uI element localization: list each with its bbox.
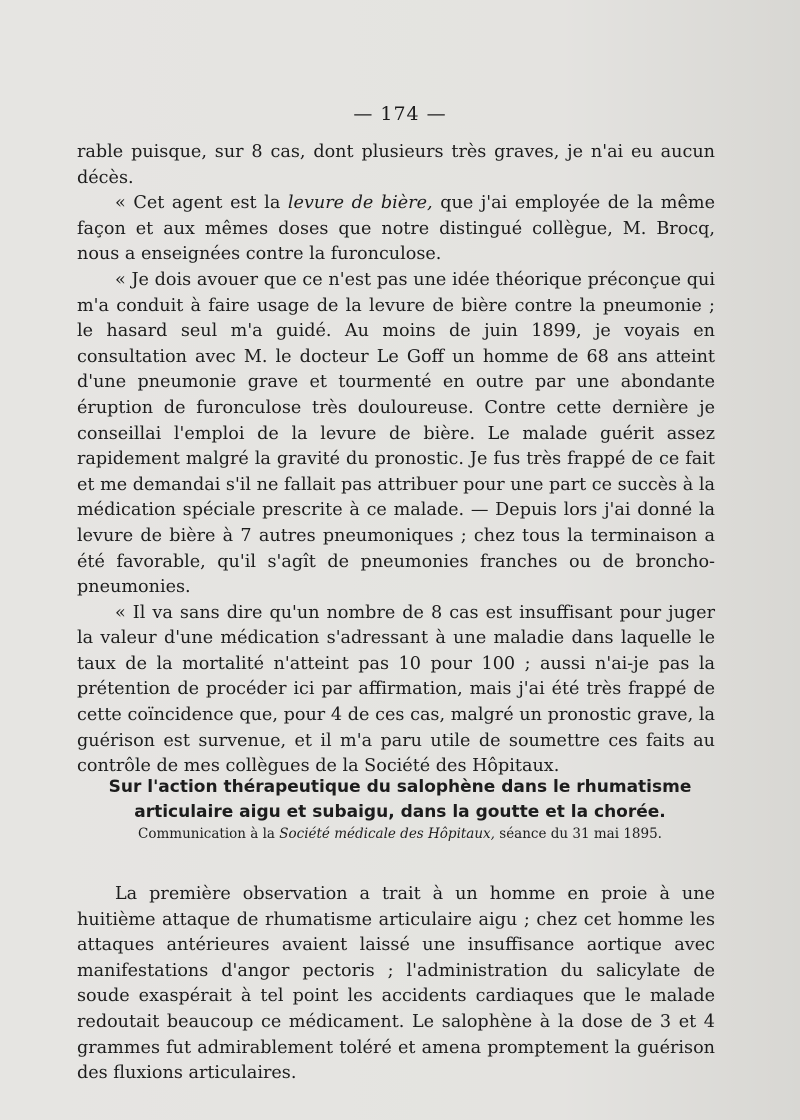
paragraph: « Il va sans dire qu'un nombre de 8 cas est insuffisant pour juger la valeur d'une médication s'adressant à une maladie dans laquelle le taux de la mortalité n'atteint pas 10 pour 100 ; aussi n'ai-je pas la prétention de procéder ici par affirmation, mais j'ai été très frappé de cette coïncidence que, pour 4 de ces cas, malgré un pronostic grave, la guérison est survenue, et il m'a paru utile de soumettre ces faits au contrôle de mes collègues de la Société des Hôpitaux. <box>77 602 715 777</box>
section-subheading <box>72 825 728 843</box>
paragraph-text: que j'ai employée de la même façon et aux mêmes doses que notre distingué collègue, M. Brocq, nous a enseignées contre la furonculose. <box>77 193 715 265</box>
paragraph: « Je dois avouer que ce n'est pas une idée théorique préconçue qui m'a conduit à faire usage de la levure de bière contre la pneumonie ; le hasard seul m'a guidé. Au moins de juin 1899, je voyais en consultation avec M. le docteur Le Goff un homme de 68 ans atteint d'une pneumonie grave et tourmenté en outre par une abondante éruption de furonculose très douloureuse. Contre cette dernière je conseillai l'emploi de la levure de bière. Le malade guérit assez rapidement malgré la gravité du pronostic. Je fus très frappé de ce fait et me demandai s'il ne fallait pas attribuer pour une part ce succès à la médication spéciale prescrite à ce malade. — Depuis lors j'ai donné la levure de bière à 7 autres pneumoniques ; chez tous la terminaison a été favorable, qu'il s'agît de pneumonies franches ou de broncho-pneumonies. <box>77 269 715 598</box>
subheading-text: séance du 31 mai 1895. <box>494 826 662 842</box>
body-text-section-2 <box>77 882 715 1087</box>
subheading-emphasis: Société médicale des Hôpitaux, <box>279 826 495 842</box>
paragraph: La première observation a trait à un homme en proie à une huitième attaque de rhumatisme articulaire aigu ; chez cet homme les attaques antérieures avaient laissé une insuffisance aortique avec manifestations d'angor pectoris ; l'administration du salicylate de soude exaspérait à tel point les accidents cardiaques que le malade redoutait beaucoup ce médicament. Le salophène à la dose de 3 et 4 grammes fut admirablement toléré et amena promptement la guérison des fluxions articulaires. <box>77 884 715 1084</box>
section-heading-line: articulaire aigu et subaigu, dans la goutte et la chorée. <box>134 802 666 822</box>
section-heading-line: Sur l'action thérapeutique du salophène dans le rhumatisme <box>108 777 692 797</box>
paragraph-text: « Cet agent est la <box>115 193 288 214</box>
page-number: — 174 — <box>353 103 447 125</box>
paragraph: rable puisque, sur 8 cas, dont plusieurs très graves, je n'ai eu aucun décès. <box>77 142 715 188</box>
section-heading <box>72 775 728 825</box>
subheading-text: Communication à la <box>138 826 280 842</box>
body-text-section-1 <box>77 140 715 780</box>
emphasis-text: levure de bière, <box>287 193 433 214</box>
paragraph <box>77 191 715 268</box>
